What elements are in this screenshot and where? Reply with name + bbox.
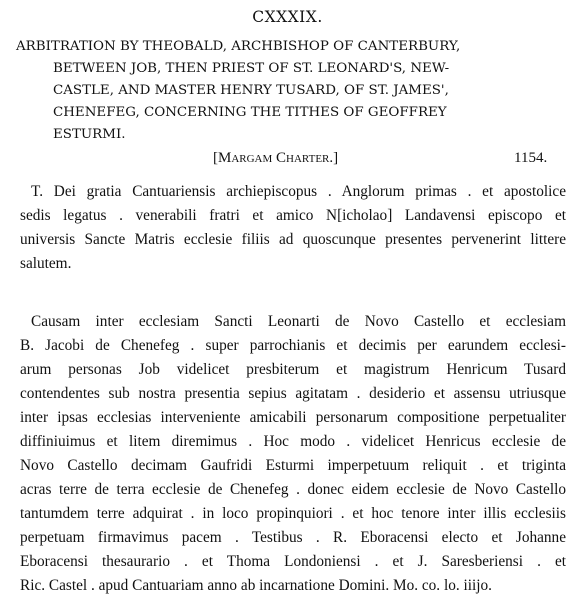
heading-line: CHENEFEG, CONCERNING THE TITHES OF GEOFFREY bbox=[53, 105, 447, 120]
heading-line: ESTURMI. bbox=[53, 127, 126, 142]
paragraph-line: Causam inter ecclesiam Sancti Leonarti de Novo Castello et ecclesiam bbox=[31, 313, 566, 330]
paragraph-line: salutem. bbox=[20, 255, 72, 272]
heading-line: ARBITRATION BY THEOBALD, ARCHBISHOP OF CANTERBURY, bbox=[16, 39, 461, 54]
source-citation: [Margam Charter.] bbox=[213, 150, 339, 166]
paragraph-line: diffiniuimus et litem diremimus . Hoc modo . videlicet Henricus ecclesie de bbox=[20, 433, 566, 450]
charter-year: 1154. bbox=[514, 150, 548, 166]
paragraph-line: Eboracensi thesaurario . et Thoma Londoniensi . et J. Saresberiensi . et bbox=[20, 553, 566, 570]
heading-line: BETWEEN JOB, THEN PRIEST OF ST. LEONARD'S, NEW- bbox=[53, 61, 450, 76]
paragraph-line: sedis legatus . venerabili fratri et amico N[icholao] Landavensi episcopo et bbox=[20, 207, 566, 224]
paragraph-line: Novo Castello decimam Gaufridi Esturmi imperpetuum reliquit . et triginta bbox=[20, 457, 566, 474]
source-row bbox=[0, 150, 575, 172]
paragraph-line: tantumdem terre adquirat . in loco propinquiori . et hoc tenore inter illis ecclesiis bbox=[20, 505, 566, 522]
paragraph-line: contendentes sub nostra presentia sepius agitatam . desiderio et assensu utriusque bbox=[20, 385, 566, 402]
paragraph-salutation bbox=[20, 180, 566, 276]
paragraph-line: B. Jacobi de Chenefeg . super parrochianis et decimis per earundem ecclesi- bbox=[20, 337, 566, 354]
paragraph-line: arum personas Job videlicet presbiterum et magistrum Henricum Tusard bbox=[20, 361, 566, 378]
paragraph-line: perpetuam firmavimus pacem . Testibus . R. Eboracensi electo et Johanne bbox=[20, 529, 566, 546]
paragraph-line: Ric. Castel . apud Cantuariam anno ab incarnatione Domini. Mo. co. lo. iiijo. bbox=[20, 577, 492, 594]
heading-line: CASTLE, AND MASTER HENRY TUSARD, OF ST. JAMES', bbox=[53, 83, 449, 98]
paragraph-line: universis Sancte Matris ecclesie filiis ad quoscunque presentes pervenerint littere bbox=[20, 231, 566, 248]
paragraph-line: T. Dei gratia Cantuariensis archiepiscopus . Anglorum primas . et apostolice bbox=[31, 183, 566, 200]
paragraph-line: acras terre de terra ecclesie de Chenefeg . donec eidem ecclesie de Novo Castello bbox=[20, 481, 566, 498]
charter-number: CXXXIX. bbox=[252, 8, 323, 26]
paragraph-line: inter ipsas ecclesias interveniente amicabili personarum compositione perpetualiter bbox=[20, 409, 566, 426]
paragraph-body bbox=[20, 310, 566, 598]
charter-heading bbox=[16, 36, 564, 146]
